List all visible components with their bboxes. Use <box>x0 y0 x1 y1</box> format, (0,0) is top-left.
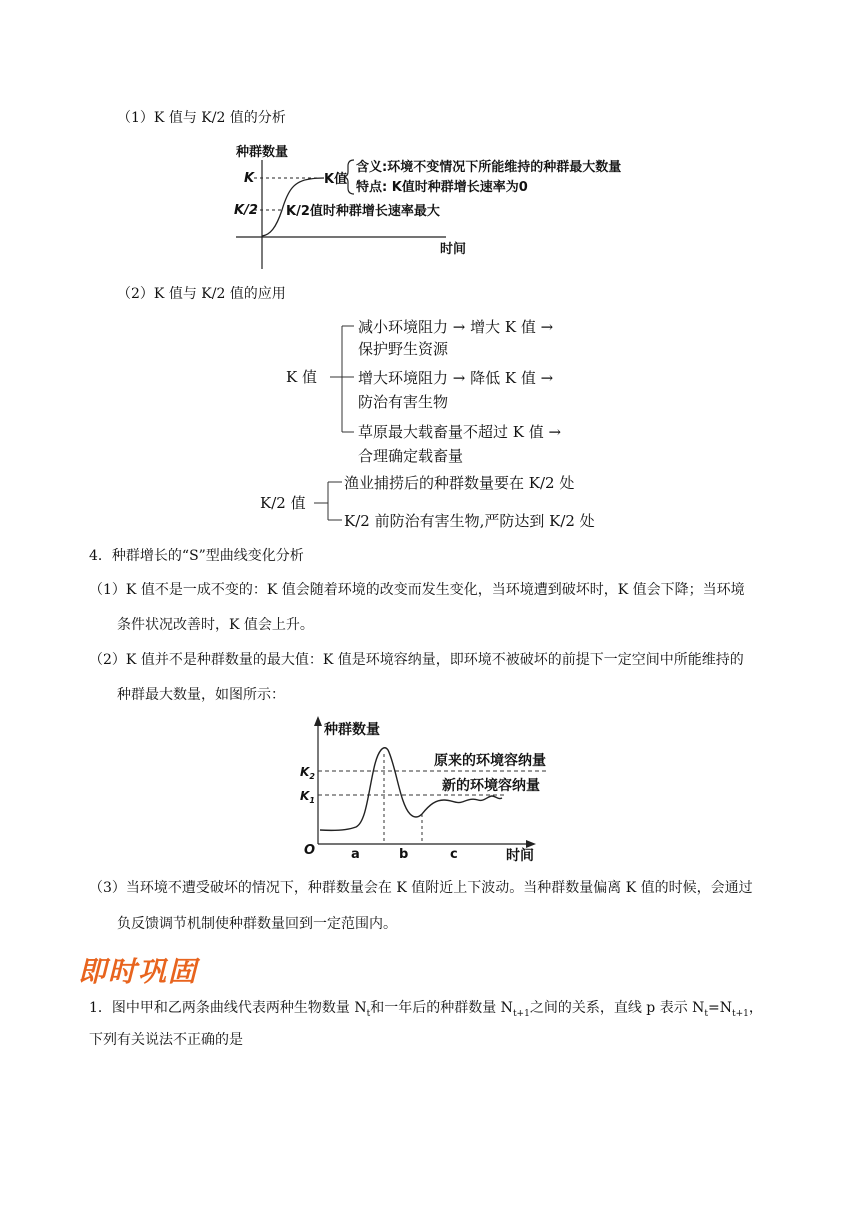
section4-p3-line2: 负反馈调节机制使种群数量回到一定范围内。 <box>117 916 397 932</box>
app-k-branch2-line1: 增大环境阻力 → 降低 K 值 → <box>358 369 554 387</box>
app-k-branch2-line2: 防治有害生物 <box>358 393 449 411</box>
fig2-tick-k1: $K_1$ <box>300 789 315 805</box>
app-k-root: K 值 <box>286 368 317 386</box>
fig1-brace <box>344 160 354 194</box>
fig2-tick-k2: $K_2$ <box>300 765 315 781</box>
app-k-branch3-line1: 草原最大载畜量不超过 K 值 → <box>358 423 562 441</box>
fig2-x-label: 时间 <box>506 848 534 864</box>
fig2-seg-b: b <box>399 847 409 862</box>
fig1-x-label: 时间 <box>440 242 467 257</box>
fig1-y-label: 种群数量 <box>236 145 289 160</box>
app-k-branch1-line2: 保护野生资源 <box>358 340 449 358</box>
section4-heading: 4．种群增长的“S”型曲线变化分析 <box>89 548 304 564</box>
section4-p1-line1: （1）K 值不是一成不变的：K 值会随着环境的改变而发生变化，当环境遭到破坏时，K 值会下降；当环境 <box>89 582 745 598</box>
app-k-branch3-line2: 合理确定载畜量 <box>358 447 464 465</box>
fig1-k2-label: K/2值时种群增长速率最大 <box>286 204 440 219</box>
fig2-old-k-label: 原来的环境容纳量 <box>434 753 546 769</box>
section4-p2-line1: （2）K 值并不是种群数量的最大值：K 值是环境容纳量，即环境不被破坏的前提下一定空间中所能维持的 <box>89 652 744 668</box>
app-k2-branch2: K/2 前防治有害生物,严防达到 K/2 处 <box>344 512 595 530</box>
fig1-tick-k2: K/2 <box>234 203 258 218</box>
item1-title: （1）K 值与 K/2 值的分析 <box>117 110 286 126</box>
fig2-seg-c: c <box>450 847 458 862</box>
fig2-seg-a: a <box>351 847 360 862</box>
fig1-feature: 特点: K值时种群增长速率为0 <box>356 180 528 195</box>
section4-p3-line1: （3）当环境不遭受破坏的情况下，种群数量会在 K 值附近上下波动。当种群数量偏离 K 值的时候，会通过 <box>89 880 753 896</box>
question1-line2: 下列有关说法不正确的是 <box>89 1032 243 1048</box>
question1-line1: 1．图中甲和乙两条曲线代表两种生物数量 $N_t$和一年后的种群数量 $N_{t+1}$之间的关系，直线 p 表示 $N_t=N_{t+1}$， <box>89 1000 763 1019</box>
item2-title: （2）K 值与 K/2 值的应用 <box>117 286 286 302</box>
fig2-y-label: 种群数量 <box>324 722 380 738</box>
population-fluctuation-figure <box>296 714 566 866</box>
app-k-branch1-line1: 减小环境阻力 → 增大 K 值 → <box>358 318 554 336</box>
instant-review-banner: 即时巩固 <box>78 955 199 988</box>
fig2-new-k-label: 新的环境容纳量 <box>442 778 540 794</box>
section4-p2-line2: 种群最大数量，如图所示： <box>117 687 285 703</box>
app-k2-branch1: 渔业捕捞后的种群数量要在 K/2 处 <box>344 474 575 492</box>
section4-p1-line2: 条件状况改善时，K 值会上升。 <box>117 617 314 633</box>
app-k2-root: K/2 值 <box>260 494 306 512</box>
fig2-origin: O <box>304 843 316 858</box>
k-value-analysis-figure <box>230 138 670 273</box>
fig1-tick-k: K <box>244 171 255 186</box>
fig1-meaning: 含义:环境不变情况下所能维持的种群最大数量 <box>356 160 622 175</box>
k-value-application-diagram <box>250 310 650 532</box>
fig1-k-label: K值 <box>324 172 348 187</box>
